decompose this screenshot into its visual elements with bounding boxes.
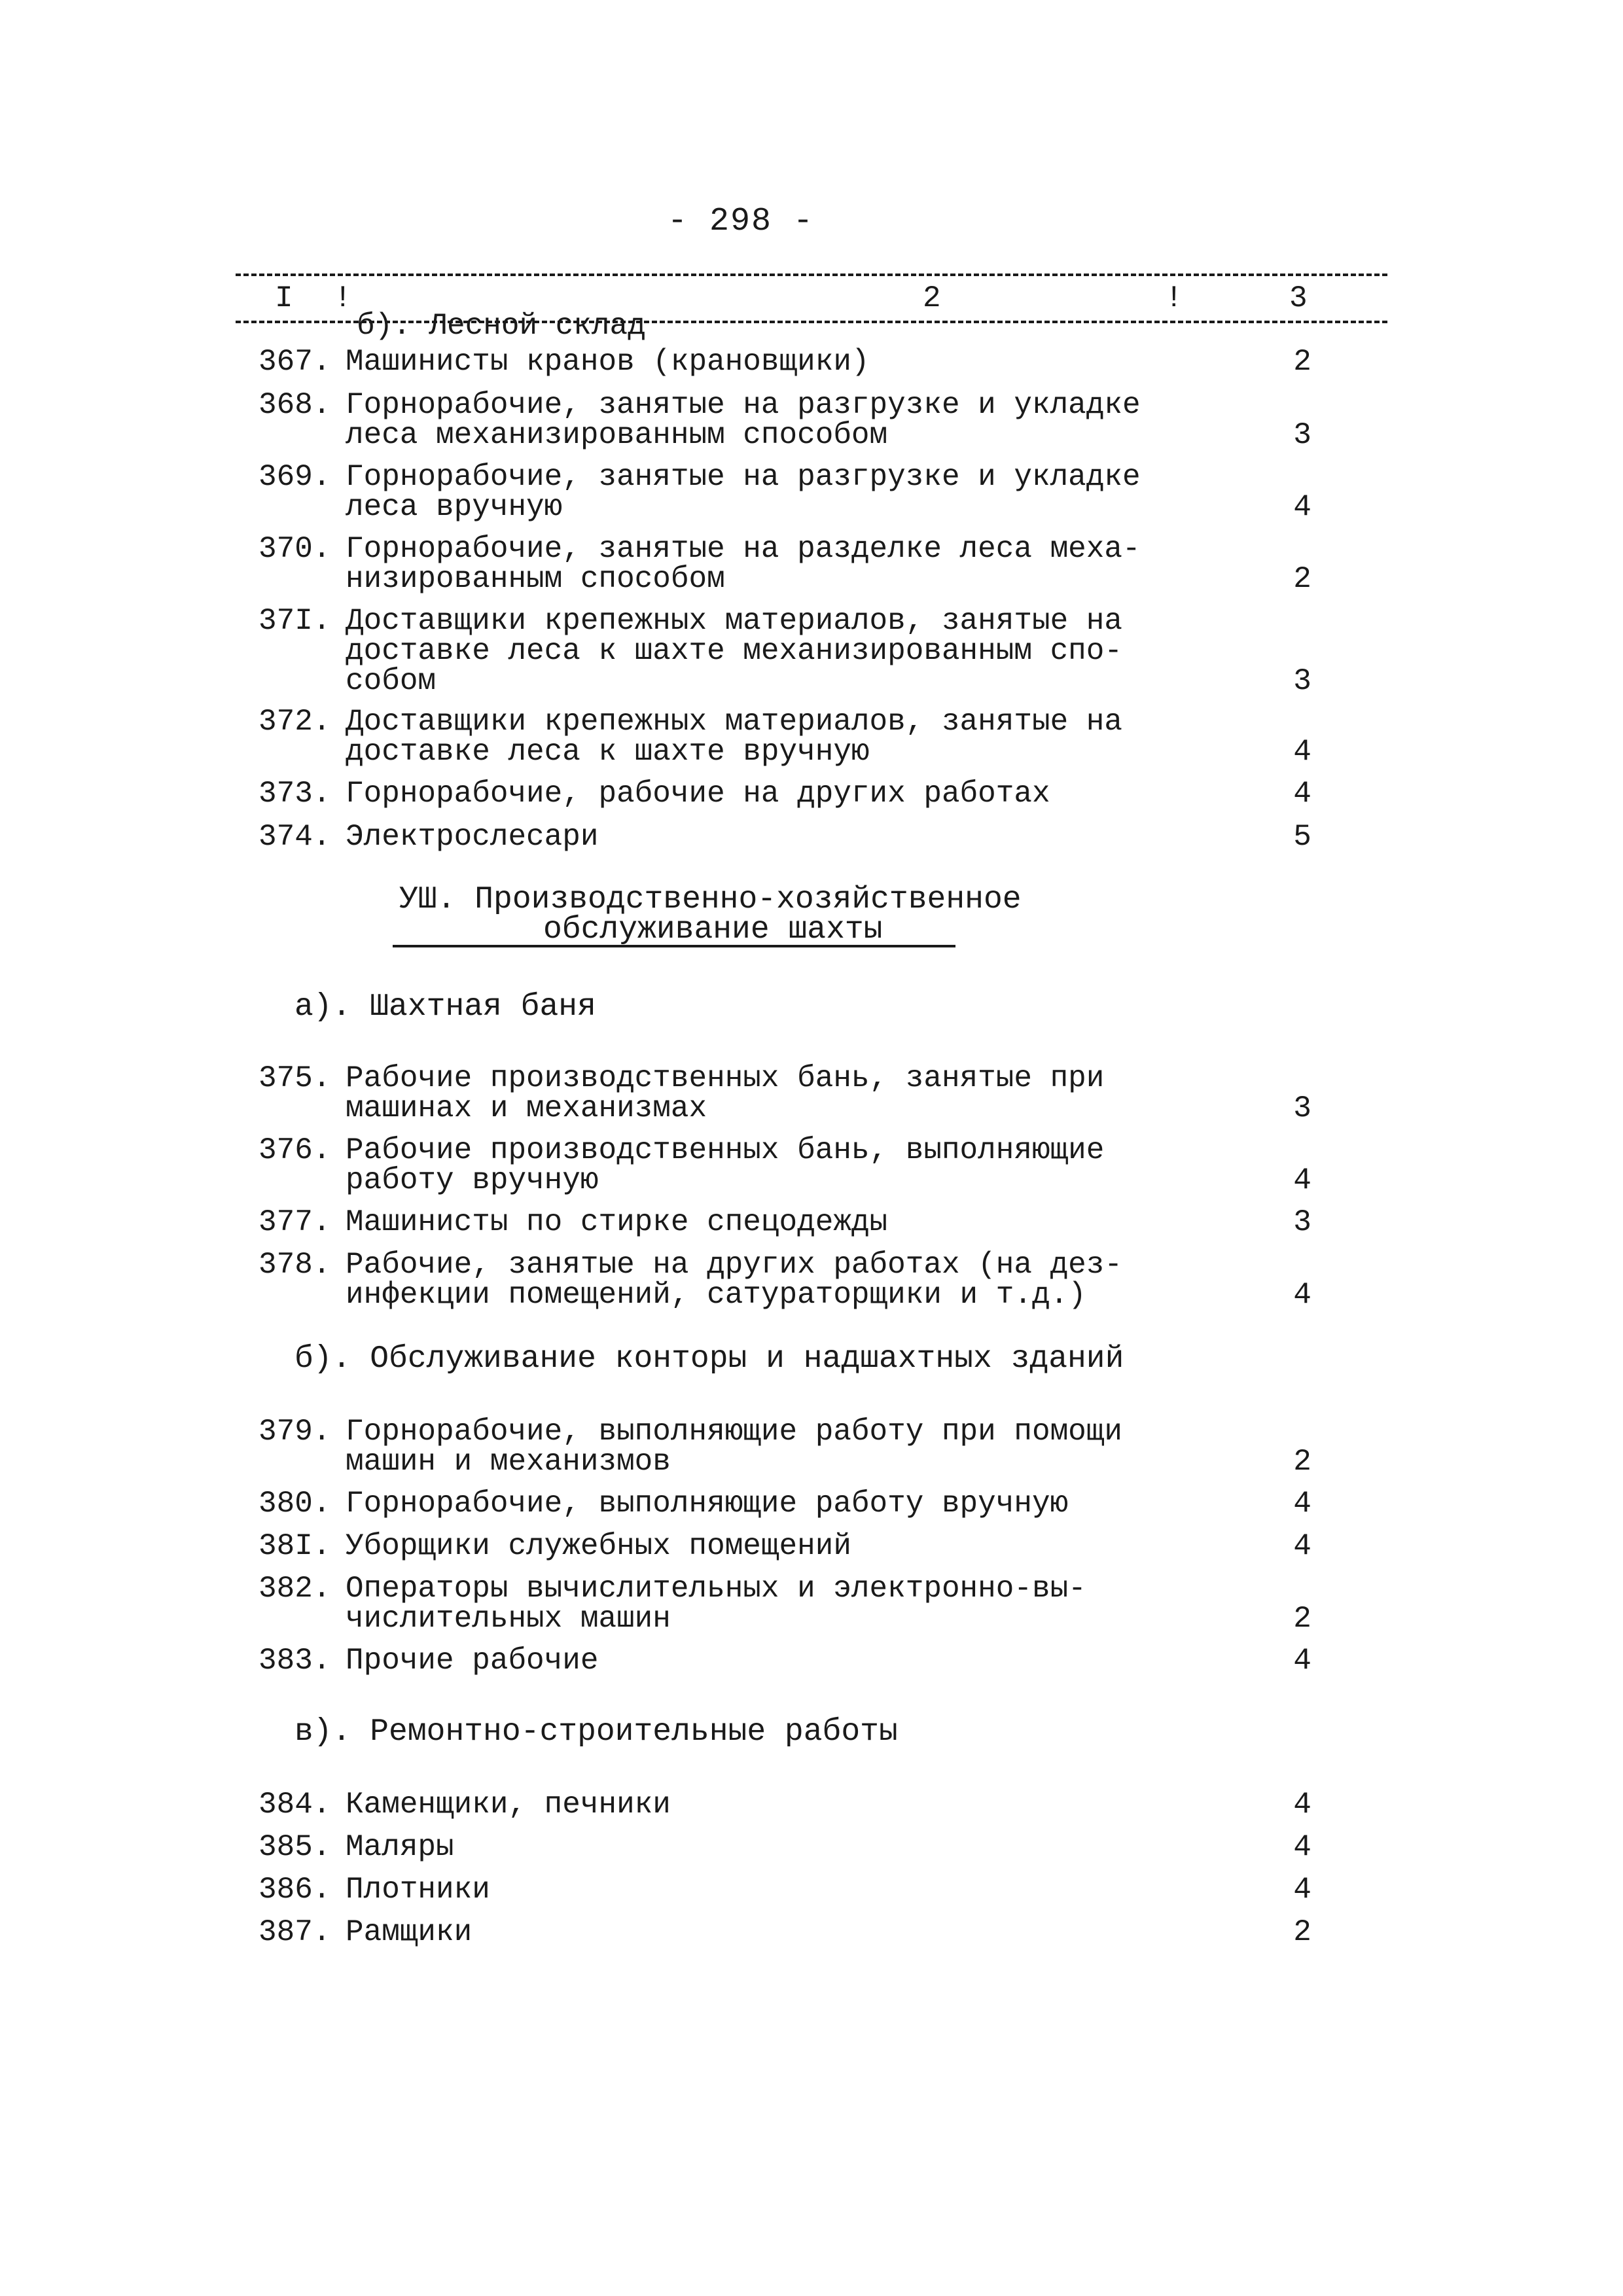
row-value: 4 [1293,1487,1311,1521]
row-value: 2 [1293,562,1311,596]
row-value: 4 [1293,1873,1311,1907]
row-description: Доставщики крепежных материалов, занятые на доставке леса к шахте механизированным спо- собом [346,604,1122,698]
row-value: 2 [1293,1915,1311,1949]
row-number: 375. [259,1061,331,1095]
row-value: 4 [1293,1163,1311,1197]
row-number: 386. [259,1873,331,1907]
row-value: 4 [1293,777,1311,811]
row-number: 385. [259,1830,331,1864]
row-number: 369. [259,460,331,494]
row-value: 3 [1293,418,1311,452]
row-number: 383. [259,1644,331,1678]
row-description: Доставщики крепежных материалов, занятые на доставке леса к шахте вручную [346,705,1122,769]
row-description: Машинисты по стирке спецодежды [346,1205,888,1239]
row-value: 4 [1293,1529,1311,1563]
column-header-1: I [275,281,293,315]
row-value: 3 [1293,1205,1311,1239]
row-description: Горнорабочие, занятые на разгрузке и укладке леса вручную [346,460,1141,524]
row-description: Маляры [346,1830,454,1864]
row-value: 4 [1293,1278,1311,1312]
row-description: Горнорабочие, занятые на разделке леса меха- низированным способом [346,532,1141,596]
subsection-office-service: б). Обслуживание конторы и надшахтных зданий [294,1341,1124,1377]
row-number: 367. [259,345,331,379]
row-description: Уборщики служебных помещений [346,1529,851,1563]
section-heading [399,882,1022,947]
row-value: 2 [1293,1445,1311,1479]
row-description: Прочие рабочие [346,1644,599,1678]
row-value: 3 [1293,1091,1311,1125]
subsection-mine-bathhouse: а). Шахтная баня [294,989,596,1025]
row-number: 38I. [259,1529,331,1563]
row-description: Каменщики, печники [346,1788,671,1822]
row-description: Рамщики [346,1915,473,1949]
subsection-repair-construction: в). Ремонтно-строительные работы [294,1714,898,1750]
row-description: Горнорабочие, выполняющие работу вручную [346,1487,1069,1521]
row-value: 4 [1293,735,1311,769]
table-top-rule [236,274,1387,276]
row-description: Горнорабочие, выполняющие работу при помощи машин и механизмов [346,1415,1122,1479]
row-description: Электрослесари [346,820,599,854]
row-number: 374. [259,820,331,854]
row-value: 3 [1293,664,1311,698]
row-number: 380. [259,1487,331,1521]
row-number: 368. [259,388,331,422]
row-number: 382. [259,1572,331,1606]
row-number: 373. [259,777,331,811]
section-heading-line2: обслуживание шахты [393,915,955,947]
row-number: 372. [259,705,331,739]
row-number: 376. [259,1133,331,1167]
subsection-forest-warehouse: б). Лесной склад [357,309,646,343]
row-number: 384. [259,1788,331,1822]
row-number: 379. [259,1415,331,1449]
row-value: 5 [1293,820,1311,854]
row-number: 370. [259,532,331,566]
section-heading-line1: УШ. Производственно-хозяйственное [399,882,1022,917]
row-value: 4 [1293,1644,1311,1678]
row-description: Машинисты кранов (крановщики) [346,345,870,379]
column-header-2: 2 [923,281,941,315]
row-description: Операторы вычислительных и электронно-вы- числительных машин [346,1572,1086,1636]
row-number: 377. [259,1205,331,1239]
row-number: 37I. [259,604,331,638]
page-number: - 298 - [668,203,815,240]
row-value: 2 [1293,1602,1311,1636]
row-value: 4 [1293,1788,1311,1822]
row-description: Рабочие производственных бань, выполняющие работу вручную [346,1133,1105,1197]
column-header-3: 3 [1289,281,1308,315]
row-number: 378. [259,1248,331,1282]
row-description: Горнорабочие, рабочие на других работах [346,777,1050,811]
row-description: Рабочие, занятые на других работах (на дез- инфекции помещений, сатураторщики и т.д.) [346,1248,1122,1312]
row-description: Горнорабочие, занятые на разгрузке и укладке леса механизированным способом [346,388,1141,452]
row-value: 2 [1293,345,1311,379]
column-separator: ! [1165,281,1183,315]
row-value: 4 [1293,490,1311,524]
row-description: Плотники [346,1873,490,1907]
column-separator: ! [334,281,352,315]
row-number: 387. [259,1915,331,1949]
row-description: Рабочие производственных бань, занятые при машинах и механизмах [346,1061,1105,1125]
row-value: 4 [1293,1830,1311,1864]
